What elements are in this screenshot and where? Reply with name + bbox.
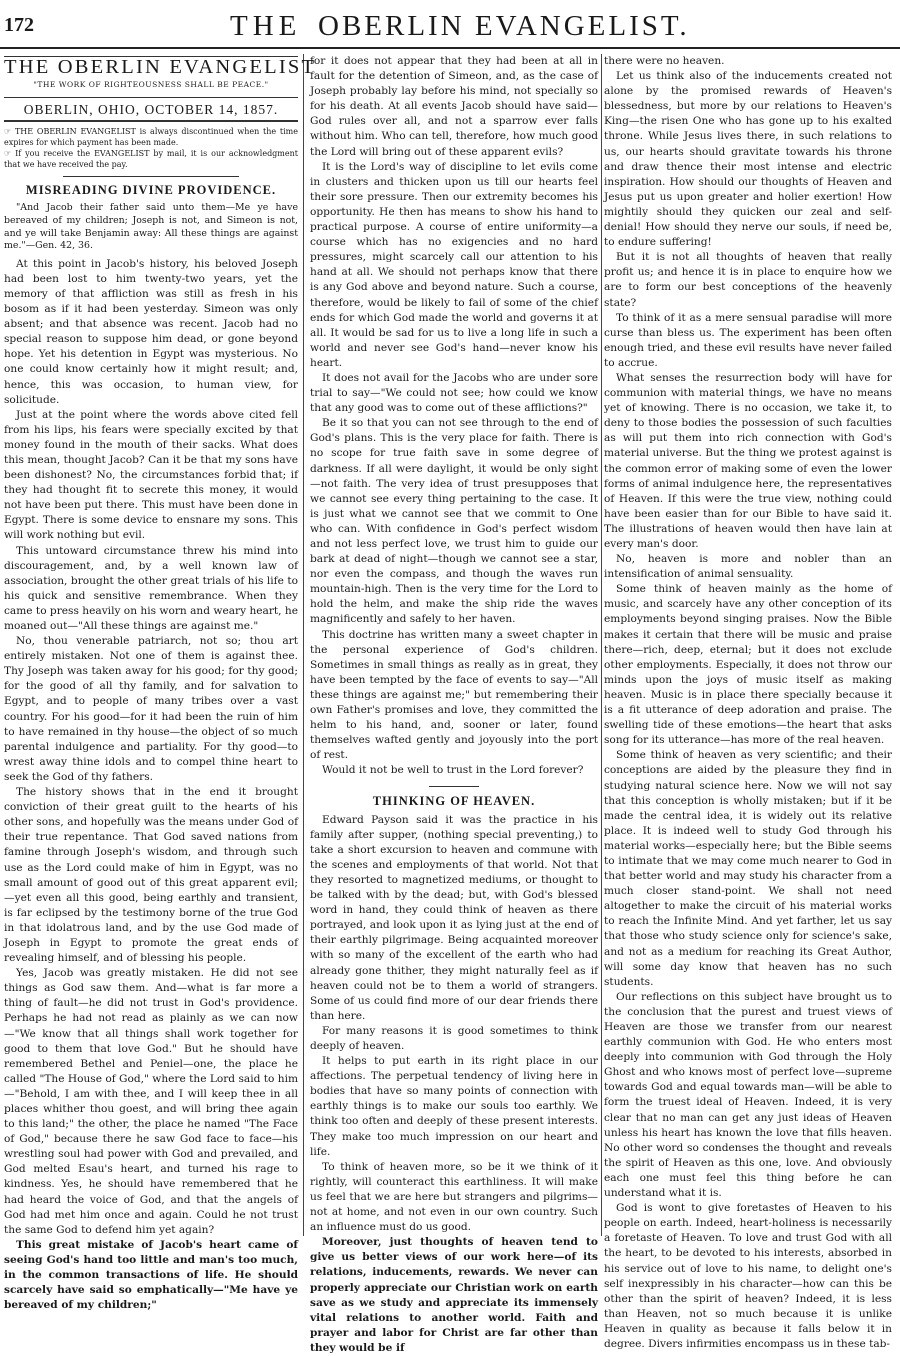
article-paragraph: To think of heaven more, so be it we think of it rightly, will counteract this earthliness. It will make us feel that we are here but strangers and pilgrims—not at home, and not even in our own country. Such an influence must do us good. [310,1160,598,1234]
article-paragraph: For many reasons it is good sometimes to think deeply of heaven. [310,1024,598,1052]
article-paragraph-continued: there were no heaven. [604,55,725,67]
article-divider [429,786,479,787]
article-paragraph: God is wont to give foretastes of Heaven to his people on earth. Indeed, heart-holiness is necessarily a foretaste of Heaven. To love and trust God with all the heart, to be devoted to his interests, absorbed in his service out of love to his name, to delight one's self inexpressibly in his character—how can this be other than the spirit of heaven? Indeed, it is less than Heaven, not so much because it is unlike Heaven in quality as because it falls below it in degree. Divers infirmities encompass us in these tab- [604,1202,892,1350]
article-paragraph: No, thou venerable patriarch, not so; thou art entirely mistaken. Not one of them is against thee. Thy Joseph was taken away for his good; for thy good; for the good of all thy family, and for salvation to Egypt, and to people of many tribes over a vast country. For his good—for it had been the ruin of him to have remained in thy house—the object of so much parental indulgence and partiality. For thy good—to wrest away thine idols and to compel thine heart to seek the God of thy fathers. [4,635,298,783]
running-title-the: THE [230,10,302,42]
article-paragraph: The history shows that in the end it brought conviction of their great guilt to the hearts of his other sons, and hopefully was the means under God of their true repentance. That God saved nations from famine through Joseph's wisdom, and through such use as the Lord could make of him in Egypt, was no small amount of good out of this great apparent evil;—yet even all this good, being earthly and transient, is far eclipsed by the testimony borne of the true God in that idolatrous land, and by the use God made of Joseph in Egypt to promote the great ends of revealing himself, and of blessing his people. [4,786,298,965]
article-paragraph: Edward Payson said it was the practice in his family after supper, (nothing special preventing,) to take a short excursion to heaven and commune with the scenes and employments of that world. Not that they resorted to magnetized mediums, or thought to be talked with by the dead; but, with God's blessed word in hand, they could think of heaven as there portrayed, and look upon it as lying just at the end of their earthly pilgrimage. Being acquainted moreover with so many of the excellent of the earth who had already gone thither, they might naturally feel as if heaven could not be to them a world of strangers. Some of us could find more of our dear friends there than here. [310,813,598,1022]
column-3 [604,54,892,1350]
subscription-notice: ☞ THE OBERLIN EVANGELIST is always discontinued when the time expires for which payment has been made. [4,127,298,147]
article-paragraph: But it is not all thoughts of heaven that really profit us; and hence it is in place to enquire how we are to form our best conceptions of the heavenly state? [604,251,892,309]
masthead-motto: "THE WORK OF RIGHTEOUSNESS SHALL BE PEACE." [33,80,269,90]
payment-notice: ☞ If you receive the EVANGELIST by mail, it is our acknowledgment that we have received the pay. [4,149,298,169]
article-paragraph: Be it so that you can not see through to the end of God's plans. This is the very place for faith. There is no scope for true faith save in some degree of darkness. If all were daylight, it would be only sight—not faith. The very idea of trust presupposes that we cannot see every thing pertaining to the case. It is just what we cannot see that we commit to One who can. With confidence in God's perfect wisdom and not less perfect love, we trust him to guide our bark at dead of night—though we cannot see a star, nor even the compass, and though the waves run mountain-high. Then is the very time for the Lord to hold the helm, and make the ship ride the waves magnificently and safely to her haven. [310,417,598,626]
article-paragraph: This great mistake of Jacob's heart came of seeing God's hand too little and man's too much, in the common transactions of life. He should scarcely have said so emphatically—"Me have ye bereaved of my children;" [4,1238,298,1312]
column-divider [303,54,304,1236]
scripture-epigraph: "And Jacob their father said unto them—Me ye have bereaved of my children; Joseph is not, and Simeon is not, and ye will take Benjamin away: All these things are against me."—Gen. 42, 36. [4,202,298,252]
article-paragraph: At this point in Jacob's history, his beloved Joseph had been lost to him twenty-two years, yet the memory of that affliction was still as fresh in his bosom as if it had been yesterday. Simeon was only absent; and that absence was recent. Jacob had no special reason to suppose him dead, or gone beyond hope. Yet his detention in Egypt was mysterious. No one could know certainly how it might result; and, hence, this was occasion, to human view, for solicitude. [4,257,298,406]
masthead [4,54,317,122]
header-rule [0,47,900,49]
article-paragraph: Just at the point where the words above cited fell from his lips, his fears were specially excited by that money found in the mouth of their sacks. What does this mean, thought Jacob? Can it be that my sons have been dishonest? No, the circumstances forbid that; if they had thought fit to secrete this money, it would not have been put there. This must have been done in Egypt. There is some device to ensnare my sons. This will work nothing but evil. [4,408,298,542]
article-paragraph: What senses the resurrection body will have for communion with material things, we have no means yet of knowing. There is no occasion, we take it, to deny to those bodies the possession of such faculties as will put them into rich connection with God's material universe. But the thing we protest against is the common error of making some of even the lower forms of animal indulgence here, the representatives of Heaven. If this were the true view, nothing could have been easier than for our Bible to have said it. The illustrations of heaven would then have lain at every man's door. [604,371,892,550]
article-paragraph-continued: for it does not appear that they had been at all in fault for the detention of Simeon, and, as the case of Joseph probably lay before his mind, not specially so for his death. At all events Jacob should have said—God rules over all, and not a sparrow ever falls without him. Who can tell, therefore, how much good the Lord will bring out of these apparent evils? [310,55,598,158]
article-paragraph: This untoward circumstance threw his mind into discouragement, and, by a well known law of association, brought the other great trials of his life to his quick and sensitive remembrance. When they came to press heavily on his worn and weary heart, he moaned out—"All these things are against me." [4,544,299,632]
article-paragraph: It does not avail for the Jacobs who are under sore trial to say—"We could not see; how could we know that any good was to come out of these afflictions?" [310,371,598,415]
column-divider [601,54,602,1236]
dateline: OBERLIN, OHIO, OCTOBER 14, 1857. [23,102,279,118]
article-paragraph: Would it not be well to trust in the Lord forever? [322,764,584,777]
running-title: OBERLIN EVANGELIST. [318,10,690,42]
article-paragraph: It is the Lord's way of discipline to let evils come in clusters and thicken upon us till our hearts feel their sore pressure. Then our extremity becomes his opportunity. He then has means to show his hand to practical purpose. A course of entire uniformity—a course which has no exigencies and no hard pressures, might scarcely call our attention to his hand at all. We should not perhaps know that there is any God above and beyond nature. Such a course, therefore, would be likely to fail of some of the chief ends for which God made the world and governs it at all. It would be sad for us to live a long life in such a world and never see God's hand—never know his heart. [310,160,598,369]
article-paragraph: Some think of heaven mainly as the home of music, and scarcely have any other conception of its employments beyond singing praises. Now the Bible makes it certain that there will be music and praise there—rich, deep, eternal; but it does not exclude other employments. Especially, it does not throw our minds upon the joys of music itself as making heaven. Music is in place there specially because it is a fit utterance of deep adoration and praise. The swelling tide of these emotions—the heart that asks song for its utterance—has more of the real heaven. [604,583,892,747]
page-number: 172 [4,14,34,36]
section-rule [63,176,239,177]
article-title-misreading: MISREADING DIVINE PROVIDENCE. [25,183,277,198]
article-paragraph: It helps to put earth in its right place in our affections. The perpetual tendency of living here in bodies that have so many points of connection with earthly things is to make our souls too earthly. We think too often and deeply of these present interests. They make too much impression on our heart and life. [310,1055,598,1158]
article-paragraph: Our reflections on this subject have brought us to the conclusion that the purest and truest views of Heaven are those we transfer from our nearest earthly communion with God. He who enters most deeply into communion with God through the Holy Ghost and who knows most of perfect love—supreme towards God and equal towards man—will be able to form the truest ideal of Heaven. Indeed, it is very clear that no man can get any just ideas of Heaven unless his heart has known the love that fills heaven. No other word so condenses the thought and reveals the spirit of Heaven as this one, love. And obviously each one must feel this thing before he can understand what it is. [604,990,892,1200]
column-1 [4,54,317,1312]
column-2 [310,54,598,1354]
article-paragraph: Some think of heaven as very scientific; and their conceptions are aided by the pleasure they find in studying natural science here. Now we will not say that this conception is wholly mistaken; but if it be made the central idea, it is widely out its relative place. It is indeed well to study God through his material works—especially here; but the Bible seems to intimate that we may come much nearer to God in that better world and may study his character from a much closer stand-point. We shall not need altogether to make the circuit of his material works to reach the Infinite Mind. And yet farther, let us say that those who study science only for science's sake, and not as a medium for reaching its Great Author, will some day know that heaven has no such students. [604,749,892,988]
article-paragraph: No, heaven is more and nobler than an intensification of animal sensuality. [604,553,892,581]
article-paragraph: Let us think also of the inducements created not alone by the promised rewards of Heaven's blessedness, but more by our relations to Heaven's King—the risen One who has gone up to his exalted throne. While Jesus lives there, in such relations to us, our hearts should gravitate towards his throne and draw thence their most intense and electric inspiration. How should our thoughts of Heaven and Jesus put us upon greater and holier exertion! How mightily should they quicken our zeal and self-denial! How should they nerve our souls, if need be, to endure suffering! [604,70,892,249]
article-paragraph: Yes, Jacob was greatly mistaken. He did not see things as God saw them. And—what is far more a thing of fault—he did not trust in God's providence. Perhaps he had not read as plainly as we can now—"We know that all things shall work together for good to them that love God." But he should have remembered Bethel and Peniel—one, the place he called "The House of God," where the Lord said to him—"Behold, I am with thee, and I will keep thee in all places whither thou goest, and will bring thee again to this land;" the other, the place he named "The Face of God," because there he saw God face to face—his wrestling soul had power with God and prevailed, and God melted Esau's heart, and turned his rage to kindness. Yes, he should have remembered that he had heard the voice of God, and that the angels of God had met him once and again. Could he not trust the same God to defend him yet again? [4,967,299,1236]
masthead-rule [4,97,298,98]
article-title-heaven: THINKING OF HEAVEN. [372,793,536,808]
masthead-rule [4,120,298,122]
running-header [0,10,900,50]
article-paragraph: This doctrine has written many a sweet chapter in the personal experience of God's children. Sometimes in small things as really as in great, they have been tempted by the face of events to say—"All these things are against me;" but remembering their own Father's promises and love, they committed the helm to his hand, and, sooner or later, found themselves wafted gently and joyously into the port of rest. [310,628,598,762]
article-paragraph: Moreover, just thoughts of heaven tend to give us better views of our work here—of its relations, inducements, rewards. We never can properly appreciate our Christian work on earth save as we study and appreciate its immensely vital relations to another world. Faith and prayer and labor for Christ are far other than they would be if [310,1236,598,1354]
article-paragraph: To think of it as a mere sensual paradise will more curse than bless us. The experiment has been often enough tried, and these evil results have never failed to accrue. [604,311,892,369]
masthead-title: THE OBERLIN EVANGELIST [4,56,317,78]
